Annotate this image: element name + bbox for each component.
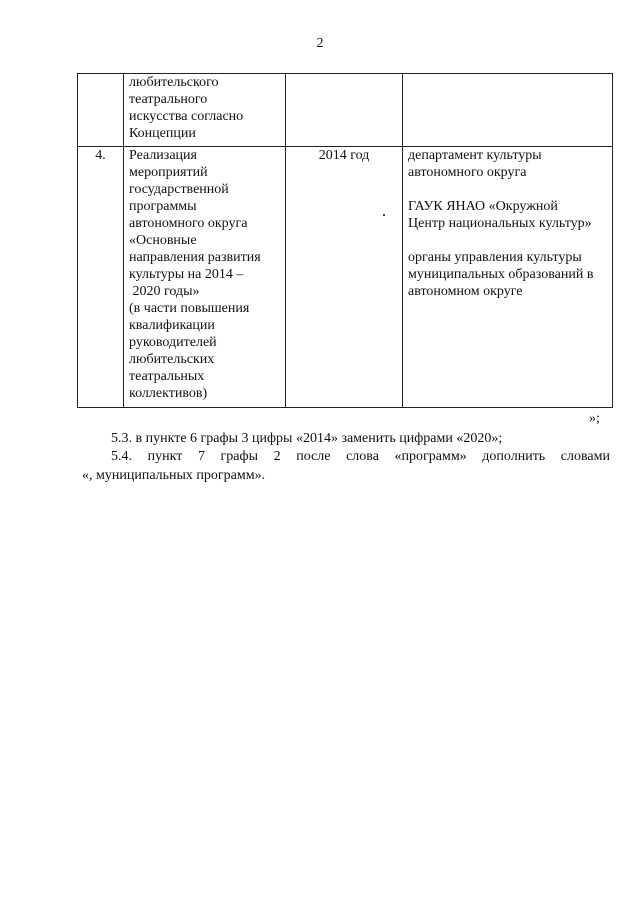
activity-name-line: руководителей	[129, 335, 217, 350]
paragraph-line: 5.4. пункт 7 графы 2 после слова «программ» дополнить словами	[111, 449, 610, 464]
executor-line: органы управления культуры	[408, 250, 582, 265]
activity-name-line: программы	[129, 199, 197, 214]
executor-municipal-bodies	[408, 249, 607, 300]
period-cell	[286, 74, 403, 147]
activity-name-line: коллективов)	[129, 386, 208, 401]
table-row	[78, 74, 613, 147]
activity-name-line: Концепции	[129, 126, 196, 141]
paragraph-line: «, муниципальных программ».	[82, 468, 266, 483]
activity-name-line: (в части повышения	[129, 301, 250, 316]
activity-name-line: государственной	[129, 182, 229, 197]
activity-name-line: любительского	[129, 75, 219, 90]
row-number-cell	[78, 74, 124, 147]
amendment-paragraph-5-3: 5.3. в пункте 6 графы 3 цифры «2014» заменить цифрами «2020»;	[111, 431, 503, 446]
executor-line: департамент культуры	[408, 148, 542, 163]
activity-name-line: «Основные	[129, 233, 197, 248]
executor-center	[408, 198, 607, 232]
activity-name-cell	[124, 147, 286, 408]
activity-name-line: квалификации	[129, 318, 215, 333]
executor-line: муниципальных образований в	[408, 267, 594, 282]
row-number-cell: 4.	[78, 147, 124, 408]
activity-name-cell	[124, 74, 286, 147]
executors-cell	[403, 74, 613, 147]
activity-name-line: 2020 годы»	[129, 284, 200, 299]
executor-line: автономном округе	[408, 284, 523, 299]
executor-line: ГАУК ЯНАО «Окружной	[408, 199, 558, 214]
activity-name-line: Реализация	[129, 148, 197, 163]
activities-table	[77, 73, 613, 408]
activity-name-line: культуры на 2014 –	[129, 267, 244, 282]
closing-quote: »;	[589, 411, 600, 426]
page-number: 2	[316, 36, 324, 51]
activity-name-line: театрального	[129, 92, 208, 107]
executor-department	[408, 147, 607, 181]
table-row	[78, 147, 613, 408]
activity-name-line: театральных	[129, 369, 205, 384]
activity-name-line: мероприятий	[129, 165, 208, 180]
activity-name-line: любительских	[129, 352, 215, 367]
activity-name-line: направления развития	[129, 250, 261, 265]
activity-name-line: искусства согласно	[129, 109, 244, 124]
amendment-paragraph-5-4	[82, 447, 610, 485]
activity-name-line: автономного округа	[129, 216, 248, 231]
executors-cell	[403, 147, 613, 408]
period-cell: 2014 год	[286, 147, 403, 408]
scan-speck	[383, 214, 385, 216]
executor-line: автономного округа	[408, 165, 527, 180]
executor-line: Центр национальных культур»	[408, 216, 592, 231]
